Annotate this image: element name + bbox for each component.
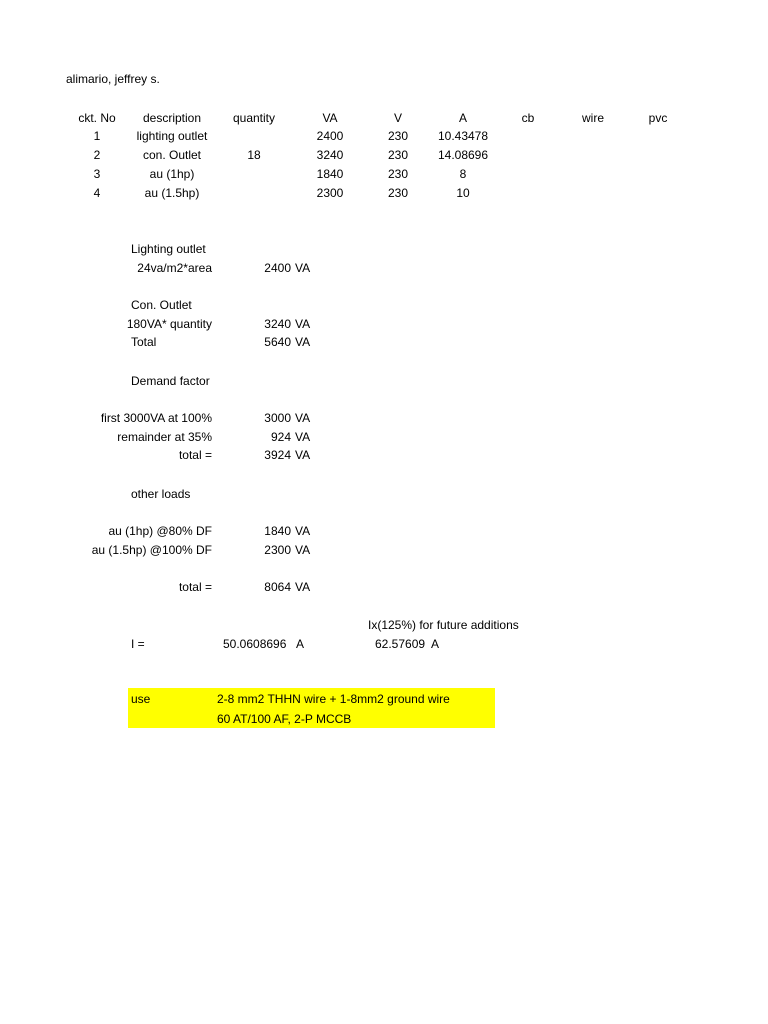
row-v: 230 <box>387 186 409 200</box>
row-va: 1840 <box>316 167 344 181</box>
unit-va: VA <box>295 430 311 444</box>
demand-total-label: total = <box>178 448 212 462</box>
row-description: au (1.5hp) <box>144 186 200 200</box>
unit-va: VA <box>295 335 311 349</box>
unit-va: VA <box>295 411 311 425</box>
row-va: 3240 <box>316 148 344 162</box>
other-loads-title: other loads <box>131 487 191 501</box>
header-a: A <box>458 111 468 125</box>
row-description: con. Outlet <box>142 148 202 162</box>
unit-va: VA <box>295 261 311 275</box>
header-description: description <box>142 111 202 125</box>
use-breaker-spec: 60 AT/100 AF, 2-P MCCB <box>217 712 352 726</box>
grand-total-value: 8064 <box>264 580 291 594</box>
future-additions-label: Ix(125%) for future additions <box>368 618 519 632</box>
row-description: au (1hp) <box>149 167 195 181</box>
row-v: 230 <box>387 167 409 181</box>
row-va: 2300 <box>316 186 344 200</box>
future-unit: A <box>431 637 440 651</box>
row-a: 10.43478 <box>437 129 489 143</box>
demand-factor-title: Demand factor <box>131 374 210 388</box>
grand-total-label: total = <box>178 580 212 594</box>
header-va: VA <box>322 111 338 125</box>
unit-va: VA <box>295 580 311 594</box>
unit-va: VA <box>295 448 311 462</box>
header-cb: cb <box>521 111 535 125</box>
row-va: 2400 <box>316 129 344 143</box>
header-wire: wire <box>581 111 605 125</box>
lighting-title: Lighting outlet <box>131 242 206 256</box>
first-3000-label: first 3000VA at 100% <box>100 411 212 425</box>
row-ckt: 4 <box>93 186 101 200</box>
header-v: V <box>393 111 403 125</box>
first-3000-value: 3000 <box>264 411 291 425</box>
remainder-value: 924 <box>270 430 291 444</box>
current-value: 50.0608696 <box>223 637 287 651</box>
row-a: 10 <box>456 186 470 200</box>
row-a: 8 <box>459 167 467 181</box>
row-description: lighting outlet <box>136 129 208 143</box>
row-ckt: 1 <box>93 129 101 143</box>
row-v: 230 <box>387 148 409 162</box>
row-a: 14.08696 <box>437 148 489 162</box>
use-label: use <box>131 692 151 706</box>
author-name: alimario, jeffrey s. <box>66 72 160 86</box>
au-1hp-value: 1840 <box>264 524 291 538</box>
con-outlet-value: 3240 <box>264 317 291 331</box>
unit-va: VA <box>295 317 311 331</box>
lighting-formula: 24va/m2*area <box>137 261 212 275</box>
au-15hp-label: au (1.5hp) @100% DF <box>91 543 212 557</box>
con-outlet-title: Con. Outlet <box>131 298 192 312</box>
au-1hp-label: au (1hp) @80% DF <box>108 524 212 538</box>
current-label: I = <box>131 637 145 651</box>
row-ckt: 3 <box>93 167 101 181</box>
row-quantity: 18 <box>247 148 261 162</box>
future-value: 62.57609 <box>375 637 426 651</box>
demand-total-value: 3924 <box>264 448 291 462</box>
header-quantity: quantity <box>232 111 276 125</box>
header-ckt-no: ckt. No <box>78 111 116 125</box>
use-wire-spec: 2-8 mm2 THHN wire + 1-8mm2 ground wire <box>217 692 450 706</box>
current-unit: A <box>296 637 305 651</box>
lighting-value: 2400 <box>264 261 291 275</box>
au-15hp-value: 2300 <box>264 543 291 557</box>
unit-va: VA <box>295 524 311 538</box>
unit-va: VA <box>295 543 311 557</box>
header-pvc: pvc <box>648 111 668 125</box>
total-label: Total <box>131 335 157 349</box>
total-value: 5640 <box>264 335 291 349</box>
row-v: 230 <box>387 129 409 143</box>
row-ckt: 2 <box>93 148 101 162</box>
remainder-label: remainder at 35% <box>117 430 212 444</box>
con-outlet-formula: 180VA* quantity <box>126 317 212 331</box>
